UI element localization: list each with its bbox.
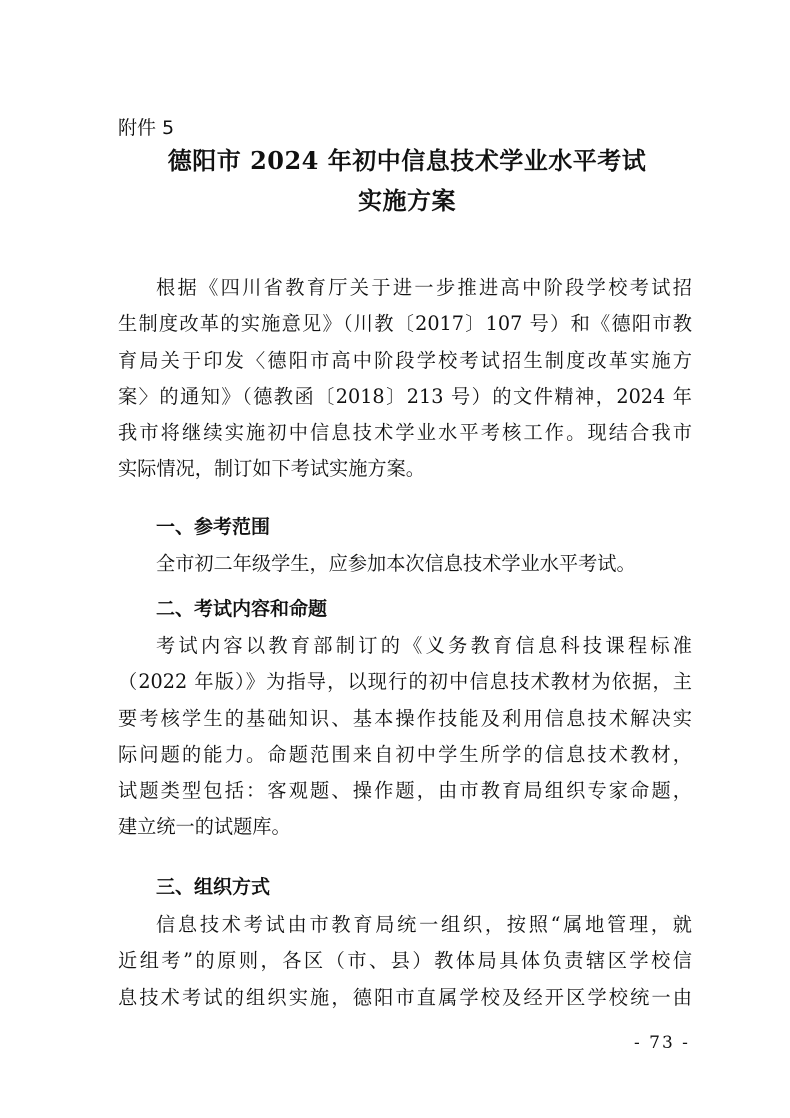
paragraph-line: 案〉的通知》（德教函〔2018〕213 号）的文件精神，2024 年: [118, 384, 692, 408]
paragraph-line: 建立统一的试题库。: [118, 815, 291, 839]
page-number: - 73 -: [634, 1033, 690, 1053]
paragraph-line: 要考核学生的基础知识、基本操作技能及利用信息技术解决实: [118, 706, 692, 730]
attachment-label: 附件 5: [118, 117, 175, 139]
paragraph-line: 全市初二年级学生，应参加本次信息技术学业水平考试。: [156, 552, 636, 575]
paragraph-line: 育局关于印发〈德阳市高中阶段学校考试招生制度改革实施方: [118, 348, 692, 372]
paragraph-line: 际问题的能力。命题范围来自初中学生所学的信息技术教材，: [118, 742, 692, 766]
paragraph-line: （2022 年版）》为指导，以现行的初中信息技术教材为依据，主: [118, 670, 692, 694]
paragraph-line: 实际情况，制订如下考试实施方案。: [118, 457, 425, 481]
paragraph-line: 生制度改革的实施意见》（川教〔2017〕107 号）和《德阳市教: [118, 312, 692, 336]
section-heading-1: 一、参考范围: [156, 516, 271, 538]
section-2-paragraph: [118, 628, 692, 846]
paragraph-line: 近组考”的原则，各区（市、县）教体局具体负责辖区学校信: [118, 949, 692, 973]
paragraph-line: 考试内容以教育部制订的《义务教育信息科技课程标准: [156, 634, 692, 657]
section-heading-3: 三、组织方式: [156, 876, 271, 898]
section-1-paragraph: [118, 546, 692, 582]
paragraph-line: 根据《四川省教育厅关于进一步推进高中阶段学校考试招: [156, 276, 692, 299]
paragraph-line: 试题类型包括：客观题、操作题，由市教育局组织专家命题，: [118, 779, 692, 803]
document-title-line-1: 德阳市 2024 年初中信息技术学业水平考试: [167, 146, 647, 175]
paragraph-line: 息技术考试的组织实施，德阳市直属学校及经开区学校统一由: [118, 985, 692, 1009]
paragraph-line: 信息技术考试由市教育局统一组织，按照“属地管理，就: [156, 913, 692, 936]
document-title-line-2: 实施方案: [358, 186, 456, 215]
intro-paragraph: [118, 270, 692, 488]
section-heading-2: 二、考试内容和命题: [156, 598, 328, 620]
section-3-paragraph: [118, 907, 692, 1016]
paragraph-line: 我市将继续实施初中信息技术学业水平考核工作。现结合我市: [118, 421, 692, 445]
